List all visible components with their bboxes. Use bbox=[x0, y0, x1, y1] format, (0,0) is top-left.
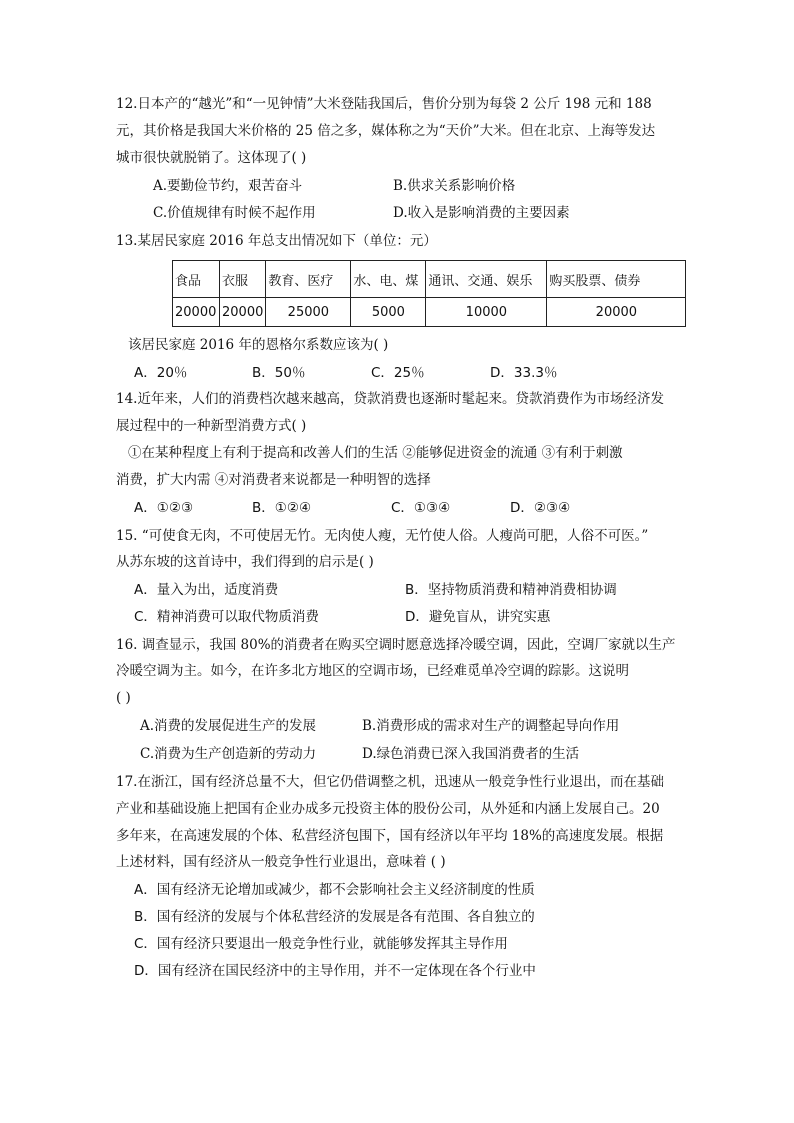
table-header-cell: 衣服 bbox=[220, 261, 266, 298]
q15-option-c: C．精神消费可以取代物质消费 bbox=[134, 609, 319, 625]
q15-option-a: A．量入为出，适度消费 bbox=[134, 582, 279, 598]
q17-stem-line-3: 多年来，在高速发展的个体、私营经济包围下，国有经济以年平均 18%的高速度发展。根据 bbox=[116, 828, 664, 844]
q14-option-d: D．②③④ bbox=[510, 500, 571, 516]
table-header-cell: 食品 bbox=[173, 261, 220, 298]
q15-stem-line-2: 从苏东坡的这首诗中，我们得到的启示是( ) bbox=[116, 554, 374, 570]
q14-option-c: C．①③④ bbox=[391, 500, 451, 516]
q12-option-c: C.价值规律有时候不起作用 bbox=[153, 205, 316, 221]
q14-statements-line-1: ①在某种程度上有利于提高和改善人们的生活 ②能够促进资金的流通 ③有利于刺激 bbox=[128, 445, 623, 461]
q17-option-c: C．国有经济只要退出一般竞争性行业，就能够发挥其主导作用 bbox=[134, 936, 508, 952]
q14-stem-line-2: 展过程中的一种新型消费方式( ) bbox=[116, 418, 307, 434]
q12-option-d: D.收入是影响消费的主要因素 bbox=[393, 205, 570, 221]
q15-option-b: B．坚持物质消费和精神消费相协调 bbox=[405, 582, 617, 598]
q14-option-b: B．①②④ bbox=[252, 500, 312, 516]
table-header-row bbox=[173, 261, 686, 298]
q16-stem-line-3: ( ) bbox=[116, 690, 131, 706]
q16-option-c: C.消费为生产创造新的劳动力 bbox=[140, 746, 317, 762]
table-header-cell: 购买股票、债券 bbox=[547, 261, 686, 298]
q14-stem-line-1: 14.近年来，人们的消费档次越来越高，贷款消费也逐渐时髦起来。贷款消费作为市场经济发 bbox=[116, 391, 664, 407]
q12-option-b: B.供求关系影响价格 bbox=[393, 178, 516, 194]
q12-stem-line-3: 城市很快就脱销了。这体现了( ) bbox=[116, 150, 307, 166]
q12-stem-line-2: 元，其价格是我国大米价格的 25 倍之多，媒体称之为“天价”大米。但在北京、上海等发达 bbox=[116, 123, 656, 139]
q13-option-a: A．20％ bbox=[134, 365, 188, 381]
q13-option-d: D．33.3％ bbox=[490, 365, 558, 381]
table-header-cell: 水、电、煤 bbox=[351, 261, 426, 298]
q13-stem: 13.某居民家庭 2016 年总支出情况如下（单位：元） bbox=[116, 233, 437, 249]
table-header-cell: 通讯、交通、娱乐 bbox=[426, 261, 547, 298]
table-header-cell: 教育、医疗 bbox=[266, 261, 351, 298]
q13-question: 该居民家庭 2016 年的恩格尔系数应该为( ) bbox=[128, 337, 389, 353]
table-row bbox=[173, 298, 686, 327]
q17-stem-line-2: 产业和基础设施上把国有企业办成多元投资主体的股份公司，从外延和内涵上发展自己。20 bbox=[116, 801, 660, 817]
table-cell: 20000 bbox=[173, 298, 220, 327]
table-cell: 25000 bbox=[266, 298, 351, 327]
q17-option-d: D．国有经济在国民经济中的主导作用，并不一定体现在各个行业中 bbox=[134, 963, 536, 979]
q15-option-d: D．避免盲从，讲究实惠 bbox=[405, 609, 551, 625]
q13-option-c: C．25％ bbox=[371, 365, 425, 381]
table-cell: 10000 bbox=[426, 298, 547, 327]
q17-stem-line-1: 17.在浙江，国有经济总量不大，但它仍借调整之机，迅速从一般竞争性行业退出，而在基础 bbox=[116, 774, 664, 790]
q15-stem-line-1: 15. “可使食无肉，不可使居无竹。无肉使人瘦，无竹使人俗。人瘦尚可肥，人俗不可医。” bbox=[116, 528, 649, 544]
q12-stem-line-1: 12.日本产的“越光”和“一见钟情”大米登陆我国后，售价分别为每袋 2 公斤 198 元和 188 bbox=[116, 96, 652, 112]
expenditure-table bbox=[172, 260, 686, 327]
q16-option-d: D.绿色消费已深入我国消费者的生活 bbox=[362, 746, 580, 762]
q16-stem-line-1: 16. 调查显示，我国 80%的消费者在购买空调时愿意选择冷暖空调，因此，空调厂家就以生产 bbox=[116, 637, 676, 653]
q14-statements-line-2: 消费，扩大内需 ④对消费者来说都是一种明智的选择 bbox=[116, 472, 431, 488]
q16-option-b: B.消费形成的需求对生产的调整起导向作用 bbox=[362, 718, 620, 734]
q17-option-b: B．国有经济的发展与个体私营经济的发展是各有范围、各自独立的 bbox=[134, 909, 535, 925]
q17-option-a: A．国有经济无论增加或减少，都不会影响社会主义经济制度的性质 bbox=[134, 882, 535, 898]
q14-option-a: A．①②③ bbox=[134, 500, 194, 516]
q17-stem-line-4: 上述材料，国有经济从一般竞争性行业退出，意味着 ( ) bbox=[116, 854, 446, 870]
q16-option-a: A.消费的发展促进生产的发展 bbox=[140, 718, 317, 734]
q12-option-a: A.要勤俭节约，艰苦奋斗 bbox=[153, 178, 303, 194]
table-cell: 5000 bbox=[351, 298, 426, 327]
q16-stem-line-2: 冷暖空调为主。如今，在许多北方地区的空调市场，已经难觅单冷空调的踪影。这说明 bbox=[116, 663, 629, 679]
table-cell: 20000 bbox=[220, 298, 266, 327]
q13-option-b: B．50％ bbox=[252, 365, 306, 381]
table-cell: 20000 bbox=[547, 298, 686, 327]
